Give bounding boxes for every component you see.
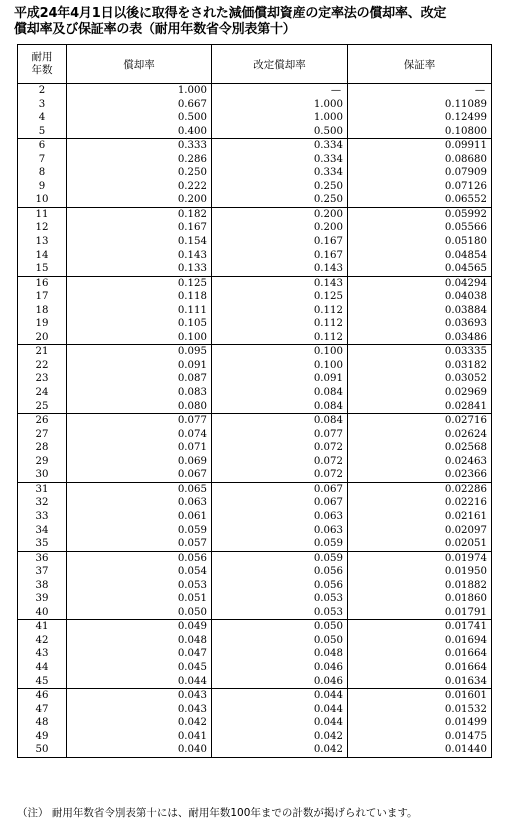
cell-useful-life-years: 24 (18, 386, 67, 400)
table-row (18, 193, 492, 207)
cell-guarantee-rate: 0.01664 (348, 661, 492, 675)
cell-revised-depreciation-rate: 0.100 (212, 359, 348, 373)
cell-useful-life-years: 40 (18, 606, 67, 620)
cell-guarantee-rate: 0.08680 (348, 153, 492, 167)
cell-revised-depreciation-rate: 1.000 (212, 111, 348, 125)
cell-depreciation-rate: 0.091 (67, 359, 212, 373)
cell-useful-life-years: 30 (18, 468, 67, 482)
cell-revised-depreciation-rate: 0.100 (212, 345, 348, 359)
cell-useful-life-years: 21 (18, 345, 67, 359)
cell-depreciation-rate: 0.043 (67, 703, 212, 717)
cell-revised-depreciation-rate: 0.072 (212, 468, 348, 482)
cell-revised-depreciation-rate: 0.059 (212, 537, 348, 551)
cell-useful-life-years: 37 (18, 565, 67, 579)
cell-revised-depreciation-rate: 0.063 (212, 524, 348, 538)
cell-useful-life-years: 2 (18, 84, 67, 98)
cell-guarantee-rate: 0.01475 (348, 730, 492, 744)
table-row (18, 317, 492, 331)
cell-depreciation-rate: 0.042 (67, 716, 212, 730)
cell-guarantee-rate: 0.01440 (348, 743, 492, 757)
cell-revised-depreciation-rate: 0.334 (212, 153, 348, 167)
cell-depreciation-rate: 0.118 (67, 290, 212, 304)
cell-guarantee-rate: 0.05566 (348, 221, 492, 235)
cell-depreciation-rate: 0.059 (67, 524, 212, 538)
cell-revised-depreciation-rate: 0.067 (212, 496, 348, 510)
table-row (18, 661, 492, 675)
cell-depreciation-rate: 0.063 (67, 496, 212, 510)
cell-depreciation-rate: 0.045 (67, 661, 212, 675)
table-row (18, 468, 492, 482)
cell-revised-depreciation-rate: 0.059 (212, 551, 348, 565)
cell-depreciation-rate: 0.050 (67, 606, 212, 620)
cell-revised-depreciation-rate: 0.084 (212, 386, 348, 400)
table-row (18, 537, 492, 551)
table-row (18, 428, 492, 442)
table-row (18, 620, 492, 634)
table-row (18, 496, 492, 510)
table-body (18, 84, 492, 758)
table-row (18, 703, 492, 717)
cell-depreciation-rate: 0.041 (67, 730, 212, 744)
cell-useful-life-years: 49 (18, 730, 67, 744)
cell-guarantee-rate: 0.01791 (348, 606, 492, 620)
cell-useful-life-years: 14 (18, 249, 67, 263)
table-row (18, 180, 492, 194)
table-row (18, 606, 492, 620)
cell-useful-life-years: 20 (18, 331, 67, 345)
cell-guarantee-rate: 0.02841 (348, 400, 492, 414)
cell-useful-life-years: 10 (18, 193, 67, 207)
cell-useful-life-years: 47 (18, 703, 67, 717)
cell-depreciation-rate: 0.200 (67, 193, 212, 207)
cell-useful-life-years: 9 (18, 180, 67, 194)
cell-useful-life-years: 19 (18, 317, 67, 331)
table-row (18, 207, 492, 221)
cell-useful-life-years: 5 (18, 125, 67, 139)
cell-useful-life-years: 38 (18, 579, 67, 593)
table-row (18, 482, 492, 496)
cell-revised-depreciation-rate: 0.500 (212, 125, 348, 139)
cell-guarantee-rate: 0.03182 (348, 359, 492, 373)
table-row (18, 235, 492, 249)
cell-revised-depreciation-rate: 0.050 (212, 634, 348, 648)
cell-revised-depreciation-rate: 0.084 (212, 414, 348, 428)
cell-guarantee-rate: 0.02624 (348, 428, 492, 442)
cell-depreciation-rate: 0.049 (67, 620, 212, 634)
cell-guarantee-rate: 0.02161 (348, 510, 492, 524)
cell-revised-depreciation-rate: 0.112 (212, 304, 348, 318)
cell-revised-depreciation-rate: — (212, 84, 348, 98)
page-title-line-1: 平成24年4月1日以後に取得をされた減価償却資産の定率法の償却率、改定 (14, 6, 447, 21)
cell-guarantee-rate: 0.02051 (348, 537, 492, 551)
cell-revised-depreciation-rate: 1.000 (212, 98, 348, 112)
table-row (18, 592, 492, 606)
cell-depreciation-rate: 0.250 (67, 166, 212, 180)
table-row (18, 304, 492, 318)
cell-useful-life-years: 31 (18, 482, 67, 496)
cell-guarantee-rate: 0.03335 (348, 345, 492, 359)
table-row (18, 579, 492, 593)
cell-depreciation-rate: 0.048 (67, 634, 212, 648)
table-row (18, 455, 492, 469)
cell-depreciation-rate: 0.053 (67, 579, 212, 593)
page-title-line-2: 償却率及び保証率の表（耐用年数省令別表第十） (14, 22, 296, 37)
table-row (18, 675, 492, 689)
cell-depreciation-rate: 0.143 (67, 249, 212, 263)
table-row (18, 331, 492, 345)
cell-guarantee-rate: 0.06552 (348, 193, 492, 207)
cell-depreciation-rate: 0.111 (67, 304, 212, 318)
cell-guarantee-rate: 0.09911 (348, 139, 492, 153)
table-row (18, 743, 492, 757)
cell-depreciation-rate: 0.100 (67, 331, 212, 345)
cell-guarantee-rate: 0.01950 (348, 565, 492, 579)
cell-revised-depreciation-rate: 0.250 (212, 193, 348, 207)
depreciation-rate-table (17, 44, 492, 758)
cell-guarantee-rate: 0.01974 (348, 551, 492, 565)
table-row (18, 359, 492, 373)
cell-depreciation-rate: 0.057 (67, 537, 212, 551)
cell-depreciation-rate: 0.061 (67, 510, 212, 524)
cell-guarantee-rate: 0.04038 (348, 290, 492, 304)
cell-guarantee-rate: 0.01499 (348, 716, 492, 730)
header-depreciation-rate: 償却率 (67, 45, 212, 84)
cell-useful-life-years: 46 (18, 689, 67, 703)
cell-depreciation-rate: 0.043 (67, 689, 212, 703)
cell-useful-life-years: 45 (18, 675, 67, 689)
cell-guarantee-rate: 0.12499 (348, 111, 492, 125)
table-row (18, 647, 492, 661)
cell-guarantee-rate: 0.04565 (348, 262, 492, 276)
cell-guarantee-rate: — (348, 84, 492, 98)
cell-useful-life-years: 35 (18, 537, 67, 551)
cell-depreciation-rate: 0.182 (67, 207, 212, 221)
cell-depreciation-rate: 0.400 (67, 125, 212, 139)
page-title (14, 6, 500, 38)
cell-guarantee-rate: 0.07126 (348, 180, 492, 194)
cell-depreciation-rate: 0.071 (67, 441, 212, 455)
cell-revised-depreciation-rate: 0.042 (212, 730, 348, 744)
header-revised-depreciation-rate: 改定償却率 (212, 45, 348, 84)
cell-guarantee-rate: 0.01860 (348, 592, 492, 606)
cell-guarantee-rate: 0.02286 (348, 482, 492, 496)
footnote: （注） 耐用年数省令別表第十には、耐用年数100年までの計数が掲げられています。 (17, 807, 418, 819)
cell-guarantee-rate: 0.03884 (348, 304, 492, 318)
cell-revised-depreciation-rate: 0.044 (212, 689, 348, 703)
table-row (18, 551, 492, 565)
cell-revised-depreciation-rate: 0.167 (212, 235, 348, 249)
cell-useful-life-years: 43 (18, 647, 67, 661)
cell-depreciation-rate: 0.083 (67, 386, 212, 400)
cell-depreciation-rate: 0.054 (67, 565, 212, 579)
cell-guarantee-rate: 0.03486 (348, 331, 492, 345)
cell-depreciation-rate: 1.000 (67, 84, 212, 98)
table-row (18, 400, 492, 414)
cell-guarantee-rate: 0.04854 (348, 249, 492, 263)
table-row (18, 262, 492, 276)
cell-depreciation-rate: 0.133 (67, 262, 212, 276)
cell-guarantee-rate: 0.01694 (348, 634, 492, 648)
cell-depreciation-rate: 0.067 (67, 468, 212, 482)
cell-useful-life-years: 18 (18, 304, 67, 318)
cell-revised-depreciation-rate: 0.077 (212, 428, 348, 442)
cell-revised-depreciation-rate: 0.044 (212, 703, 348, 717)
cell-revised-depreciation-rate: 0.053 (212, 592, 348, 606)
cell-useful-life-years: 39 (18, 592, 67, 606)
cell-guarantee-rate: 0.05992 (348, 207, 492, 221)
cell-guarantee-rate: 0.02969 (348, 386, 492, 400)
cell-useful-life-years: 26 (18, 414, 67, 428)
cell-depreciation-rate: 0.087 (67, 372, 212, 386)
cell-guarantee-rate: 0.02463 (348, 455, 492, 469)
cell-depreciation-rate: 0.077 (67, 414, 212, 428)
cell-revised-depreciation-rate: 0.200 (212, 207, 348, 221)
table-row (18, 386, 492, 400)
table-row (18, 276, 492, 290)
cell-useful-life-years: 44 (18, 661, 67, 675)
table-row (18, 372, 492, 386)
table-row (18, 139, 492, 153)
cell-guarantee-rate: 0.01741 (348, 620, 492, 634)
cell-useful-life-years: 4 (18, 111, 67, 125)
cell-useful-life-years: 25 (18, 400, 67, 414)
cell-useful-life-years: 17 (18, 290, 67, 304)
cell-revised-depreciation-rate: 0.250 (212, 180, 348, 194)
cell-revised-depreciation-rate: 0.050 (212, 620, 348, 634)
cell-depreciation-rate: 0.500 (67, 111, 212, 125)
cell-depreciation-rate: 0.051 (67, 592, 212, 606)
table-row (18, 510, 492, 524)
cell-depreciation-rate: 0.333 (67, 139, 212, 153)
table-row (18, 249, 492, 263)
cell-revised-depreciation-rate: 0.072 (212, 455, 348, 469)
cell-useful-life-years: 28 (18, 441, 67, 455)
cell-guarantee-rate: 0.01882 (348, 579, 492, 593)
cell-depreciation-rate: 0.154 (67, 235, 212, 249)
table-row (18, 524, 492, 538)
cell-guarantee-rate: 0.02366 (348, 468, 492, 482)
cell-guarantee-rate: 0.11089 (348, 98, 492, 112)
cell-guarantee-rate: 0.01532 (348, 703, 492, 717)
table-row (18, 634, 492, 648)
cell-useful-life-years: 32 (18, 496, 67, 510)
cell-useful-life-years: 13 (18, 235, 67, 249)
cell-revised-depreciation-rate: 0.056 (212, 565, 348, 579)
cell-revised-depreciation-rate: 0.042 (212, 743, 348, 757)
cell-useful-life-years: 41 (18, 620, 67, 634)
cell-useful-life-years: 42 (18, 634, 67, 648)
cell-useful-life-years: 23 (18, 372, 67, 386)
table-row (18, 689, 492, 703)
cell-revised-depreciation-rate: 0.091 (212, 372, 348, 386)
cell-guarantee-rate: 0.02097 (348, 524, 492, 538)
cell-guarantee-rate: 0.10800 (348, 125, 492, 139)
table-row (18, 153, 492, 167)
table-row (18, 221, 492, 235)
cell-depreciation-rate: 0.080 (67, 400, 212, 414)
cell-guarantee-rate: 0.07909 (348, 166, 492, 180)
cell-revised-depreciation-rate: 0.334 (212, 139, 348, 153)
cell-guarantee-rate: 0.03693 (348, 317, 492, 331)
table-row (18, 98, 492, 112)
table-row (18, 111, 492, 125)
cell-useful-life-years: 3 (18, 98, 67, 112)
cell-guarantee-rate: 0.03052 (348, 372, 492, 386)
cell-guarantee-rate: 0.01664 (348, 647, 492, 661)
table-row (18, 125, 492, 139)
cell-revised-depreciation-rate: 0.067 (212, 482, 348, 496)
cell-useful-life-years: 11 (18, 207, 67, 221)
cell-useful-life-years: 16 (18, 276, 67, 290)
cell-depreciation-rate: 0.105 (67, 317, 212, 331)
cell-guarantee-rate: 0.02568 (348, 441, 492, 455)
cell-useful-life-years: 6 (18, 139, 67, 153)
table-row (18, 716, 492, 730)
cell-depreciation-rate: 0.074 (67, 428, 212, 442)
table-row (18, 345, 492, 359)
cell-useful-life-years: 33 (18, 510, 67, 524)
cell-useful-life-years: 22 (18, 359, 67, 373)
cell-useful-life-years: 48 (18, 716, 67, 730)
cell-depreciation-rate: 0.125 (67, 276, 212, 290)
cell-depreciation-rate: 0.286 (67, 153, 212, 167)
cell-depreciation-rate: 0.667 (67, 98, 212, 112)
table-row (18, 730, 492, 744)
header-useful-life-years (18, 45, 67, 84)
table-row (18, 441, 492, 455)
cell-useful-life-years: 36 (18, 551, 67, 565)
table-row (18, 166, 492, 180)
cell-guarantee-rate: 0.02216 (348, 496, 492, 510)
cell-useful-life-years: 12 (18, 221, 67, 235)
cell-revised-depreciation-rate: 0.167 (212, 249, 348, 263)
cell-depreciation-rate: 0.095 (67, 345, 212, 359)
cell-useful-life-years: 8 (18, 166, 67, 180)
cell-useful-life-years: 27 (18, 428, 67, 442)
cell-revised-depreciation-rate: 0.056 (212, 579, 348, 593)
cell-revised-depreciation-rate: 0.143 (212, 262, 348, 276)
cell-revised-depreciation-rate: 0.053 (212, 606, 348, 620)
cell-guarantee-rate: 0.01601 (348, 689, 492, 703)
cell-depreciation-rate: 0.065 (67, 482, 212, 496)
cell-revised-depreciation-rate: 0.112 (212, 317, 348, 331)
cell-useful-life-years: 29 (18, 455, 67, 469)
cell-revised-depreciation-rate: 0.063 (212, 510, 348, 524)
cell-revised-depreciation-rate: 0.084 (212, 400, 348, 414)
cell-useful-life-years: 34 (18, 524, 67, 538)
header-years-line-1: 耐用 (31, 51, 53, 63)
cell-depreciation-rate: 0.040 (67, 743, 212, 757)
table-row (18, 414, 492, 428)
cell-useful-life-years: 50 (18, 743, 67, 757)
table-header-row (18, 45, 492, 84)
cell-revised-depreciation-rate: 0.200 (212, 221, 348, 235)
cell-revised-depreciation-rate: 0.072 (212, 441, 348, 455)
table-row (18, 565, 492, 579)
cell-useful-life-years: 15 (18, 262, 67, 276)
table-row (18, 84, 492, 98)
cell-guarantee-rate: 0.04294 (348, 276, 492, 290)
cell-depreciation-rate: 0.167 (67, 221, 212, 235)
header-guarantee-rate: 保証率 (348, 45, 492, 84)
cell-revised-depreciation-rate: 0.046 (212, 661, 348, 675)
cell-guarantee-rate: 0.05180 (348, 235, 492, 249)
cell-depreciation-rate: 0.056 (67, 551, 212, 565)
cell-revised-depreciation-rate: 0.112 (212, 331, 348, 345)
cell-revised-depreciation-rate: 0.334 (212, 166, 348, 180)
cell-revised-depreciation-rate: 0.046 (212, 675, 348, 689)
cell-depreciation-rate: 0.069 (67, 455, 212, 469)
cell-revised-depreciation-rate: 0.125 (212, 290, 348, 304)
cell-useful-life-years: 7 (18, 153, 67, 167)
header-years-line-2: 年数 (31, 64, 53, 76)
cell-depreciation-rate: 0.222 (67, 180, 212, 194)
cell-revised-depreciation-rate: 0.048 (212, 647, 348, 661)
cell-revised-depreciation-rate: 0.044 (212, 716, 348, 730)
cell-depreciation-rate: 0.044 (67, 675, 212, 689)
cell-depreciation-rate: 0.047 (67, 647, 212, 661)
cell-guarantee-rate: 0.01634 (348, 675, 492, 689)
cell-guarantee-rate: 0.02716 (348, 414, 492, 428)
cell-revised-depreciation-rate: 0.143 (212, 276, 348, 290)
table-row (18, 290, 492, 304)
